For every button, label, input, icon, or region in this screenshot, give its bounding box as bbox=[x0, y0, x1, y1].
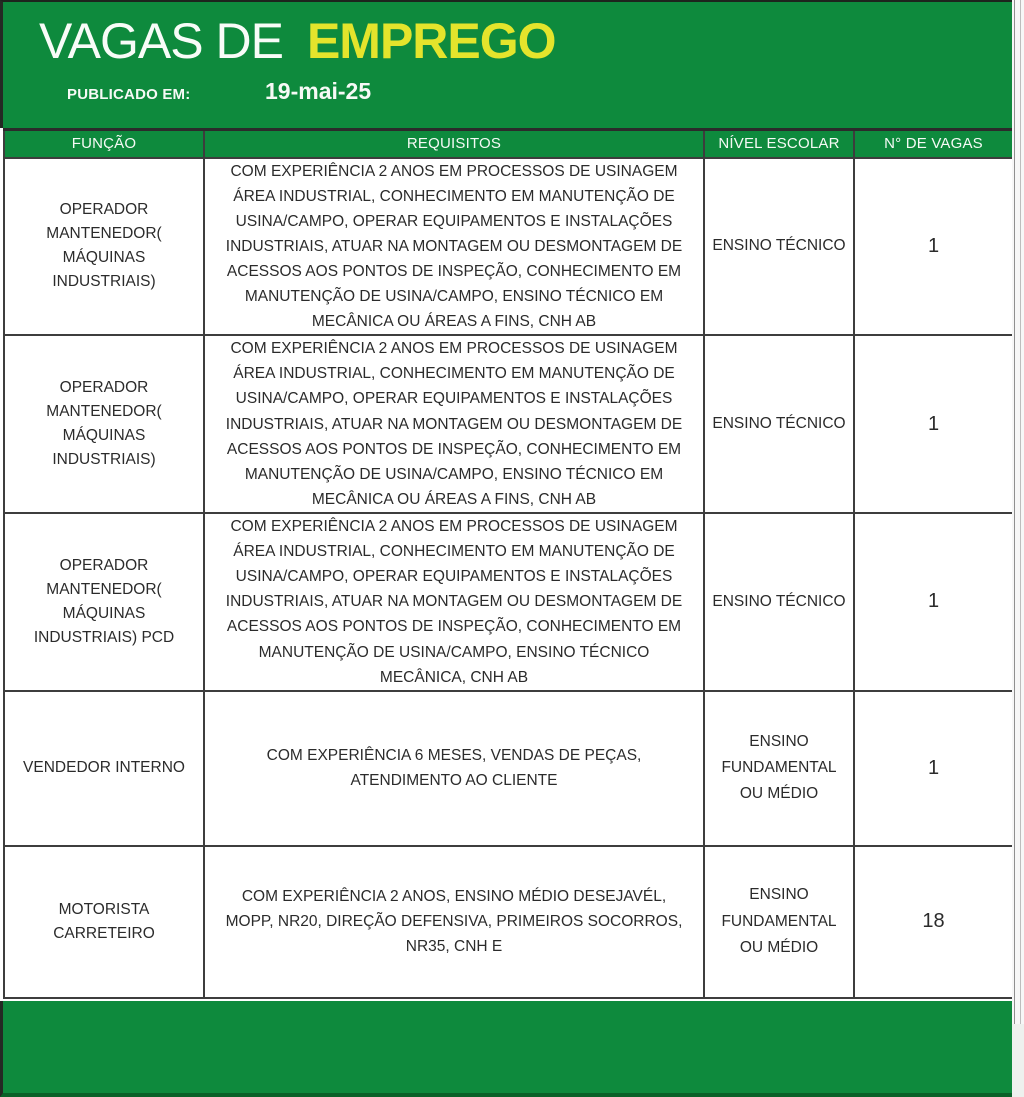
requirements-cell: COM EXPERIÊNCIA 2 ANOS EM PROCESSOS DE USINAGEM ÁREA INDUSTRIAL, CONHECIMENTO EM MANUTENÇÃO DE USINA/CAMPO, OPERAR EQUIPAMENTOS E INSTALAÇÕES INDUSTRIAIS, ATUAR NA MONTAGEM OU DESMONTAGEM DE ACESSOS AOS PONTOS DE INSPEÇÃO, CONHECIMENTO EM MANUTENÇÃO DE USINA/CAMPO, ENSINO TÉCNICO MECÂNICA, CNH AB bbox=[204, 513, 704, 691]
vacancy-count-cell: 1 bbox=[854, 513, 1013, 691]
title-white: VAGAS DE bbox=[39, 13, 283, 69]
footer-band bbox=[0, 1001, 1012, 1097]
job-table bbox=[3, 128, 1014, 999]
job-title-cell: VENDEDOR INTERNO bbox=[4, 691, 204, 846]
education-level-cell: ENSINO TÉCNICO bbox=[704, 158, 854, 336]
table-row bbox=[4, 691, 1013, 846]
table-row bbox=[4, 335, 1013, 513]
table-row bbox=[4, 158, 1013, 336]
education-level-cell: ENSINO FUNDAMENTAL OU MÉDIO bbox=[704, 846, 854, 998]
job-table-body bbox=[4, 158, 1013, 998]
education-level-cell: ENSINO TÉCNICO bbox=[704, 335, 854, 513]
title-yellow: EMPREGO bbox=[306, 13, 556, 69]
vacancy-count-cell: 1 bbox=[854, 335, 1013, 513]
published-label: PUBLICADO EM: bbox=[67, 86, 191, 103]
masthead bbox=[0, 0, 1012, 128]
vacancy-count-cell: 1 bbox=[854, 158, 1013, 336]
education-level-cell: ENSINO FUNDAMENTAL OU MÉDIO bbox=[704, 691, 854, 846]
job-title-cell: OPERADOR MANTENEDOR( MÁQUINAS INDUSTRIAIS) bbox=[4, 335, 204, 513]
job-title-cell: OPERADOR MANTENEDOR( MÁQUINAS INDUSTRIAIS) bbox=[4, 158, 204, 336]
column-header-funcao: FUNÇÃO bbox=[4, 130, 204, 158]
vacancy-count-cell: 18 bbox=[854, 846, 1013, 998]
page-title bbox=[39, 12, 556, 70]
edge-divider-line bbox=[1020, 0, 1021, 1024]
requirements-cell: COM EXPERIÊNCIA 6 MESES, VENDAS DE PEÇAS, ATENDIMENTO AO CLIENTE bbox=[204, 691, 704, 846]
column-header-num-vagas: N° DE VAGAS bbox=[854, 130, 1013, 158]
requirements-cell: COM EXPERIÊNCIA 2 ANOS, ENSINO MÉDIO DESEJAVÉL, MOPP, NR20, DIREÇÃO DEFENSIVA, PRIMEIROS SOCORROS, NR35, CNH E bbox=[204, 846, 704, 998]
header-row bbox=[4, 130, 1013, 158]
education-level-cell: ENSINO TÉCNICO bbox=[704, 513, 854, 691]
table-row bbox=[4, 846, 1013, 998]
edge-divider-line bbox=[1014, 0, 1015, 1024]
published-date: 19-mai-25 bbox=[265, 78, 372, 104]
table-row bbox=[4, 513, 1013, 691]
window-edge-strip bbox=[1012, 0, 1024, 1024]
vacancy-count-cell: 1 bbox=[854, 691, 1013, 846]
job-table-header bbox=[4, 130, 1013, 158]
requirements-cell: COM EXPERIÊNCIA 2 ANOS EM PROCESSOS DE USINAGEM ÁREA INDUSTRIAL, CONHECIMENTO EM MANUTENÇÃO DE USINA/CAMPO, OPERAR EQUIPAMENTOS E INSTALAÇÕES INDUSTRIAIS, ATUAR NA MONTAGEM OU DESMONTAGEM DE ACESSOS AOS PONTOS DE INSPEÇÃO, CONHECIMENTO EM MANUTENÇÃO DE USINA/CAMPO, ENSINO TÉCNICO EM MECÂNICA OU ÁREAS A FINS, CNH AB bbox=[204, 158, 704, 336]
column-header-requisitos: REQUISITOS bbox=[204, 130, 704, 158]
job-title-cell: MOTORISTA CARRETEIRO bbox=[4, 846, 204, 998]
column-header-nivel-escolar: NÍVEL ESCOLAR bbox=[704, 130, 854, 158]
job-title-cell: OPERADOR MANTENEDOR( MÁQUINAS INDUSTRIAIS) PCD bbox=[4, 513, 204, 691]
requirements-cell: COM EXPERIÊNCIA 2 ANOS EM PROCESSOS DE USINAGEM ÁREA INDUSTRIAL, CONHECIMENTO EM MANUTENÇÃO DE USINA/CAMPO, OPERAR EQUIPAMENTOS E INSTALAÇÕES INDUSTRIAIS, ATUAR NA MONTAGEM OU DESMONTAGEM DE ACESSOS AOS PONTOS DE INSPEÇÃO, CONHECIMENTO EM MANUTENÇÃO DE USINA/CAMPO, ENSINO TÉCNICO EM MECÂNICA OU ÁREAS A FINS, CNH AB bbox=[204, 335, 704, 513]
